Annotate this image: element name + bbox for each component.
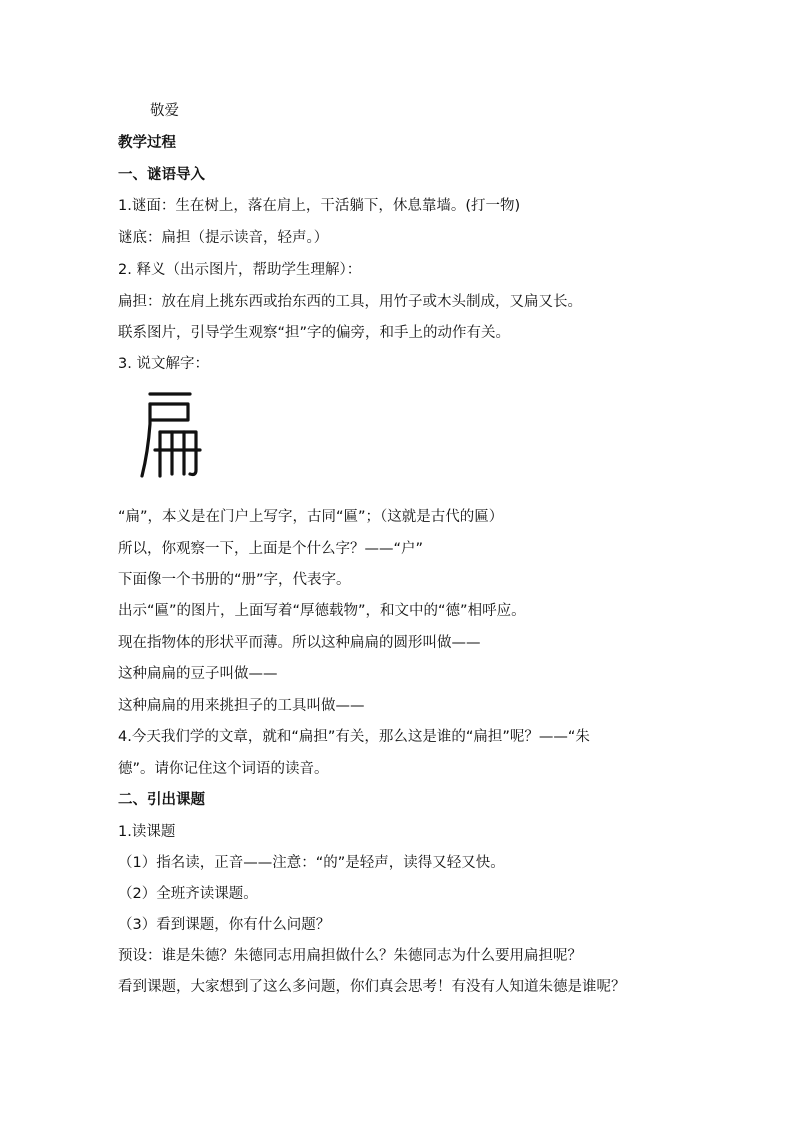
text-line: 看到课题，大家想到了这么多问题，你们真会思考！有没有人知道朱德是谁呢？ — [118, 979, 626, 995]
section-heading: 教学过程 — [118, 135, 176, 151]
text-line: 预设：谁是朱德？朱德同志用扁担做什么？朱德同志为什么要用扁担呢？ — [118, 948, 582, 964]
text-line: 这种扁扁的豆子叫做—— — [118, 666, 278, 682]
text-line: 谜底：扁担（提示读音，轻声。） — [118, 230, 329, 246]
text-line: 现在指物体的形状平而薄。所以这种扁扁的圆形叫做—— — [118, 635, 481, 651]
text-line: 2. 释义（出示图片，帮助学生理解）： — [118, 262, 362, 278]
text-line: 所以，你观察一下，上面是个什么字？——“户” — [118, 541, 424, 557]
text-line: 4.今天我们学的文章，就和“扁担”有关，那么这是谁的“扁担”呢？——“朱 — [118, 729, 590, 745]
section-heading: 二、引出课题 — [118, 792, 205, 808]
text-line: 1.谜面：生在树上，落在肩上，干活躺下，休息靠墙。(打一物) — [118, 198, 521, 214]
text-line: 联系图片，引导学生观察“担”字的偏旁，和手上的动作有关。 — [118, 325, 511, 341]
text-line: “扁”，本义是在门户上写字，古同“匾”；（这就是古代的匾） — [118, 509, 504, 525]
text-line: 3. 说文解字： — [118, 356, 209, 372]
text-line: 德”。请你记住这个词语的读音。 — [118, 761, 329, 777]
section-heading: 一、谜语导入 — [118, 167, 205, 183]
text-line: （3）看到课题，你有什么问题？ — [118, 917, 331, 933]
text-line: （2）全班齐读课题。 — [118, 886, 258, 902]
text-line: 1.读课题 — [118, 824, 176, 840]
text-line: 敬爱 — [150, 103, 179, 119]
seal-script-character-image — [138, 390, 202, 480]
text-line: 这种扁扁的用来挑担子的工具叫做—— — [118, 698, 365, 714]
text-line: 出示“匾”的图片，上面写着“厚德载物”，和文中的“德”相呼应。 — [118, 603, 526, 619]
text-line: 下面像一个书册的“册”字，代表字。 — [118, 572, 351, 588]
text-line: 扁担：放在肩上挑东西或抬东西的工具，用竹子或木头制成，又扁又长。 — [118, 294, 582, 310]
text-line: （1）指名读，正音——注意：“的”是轻声，读得又轻又快。 — [118, 855, 505, 871]
